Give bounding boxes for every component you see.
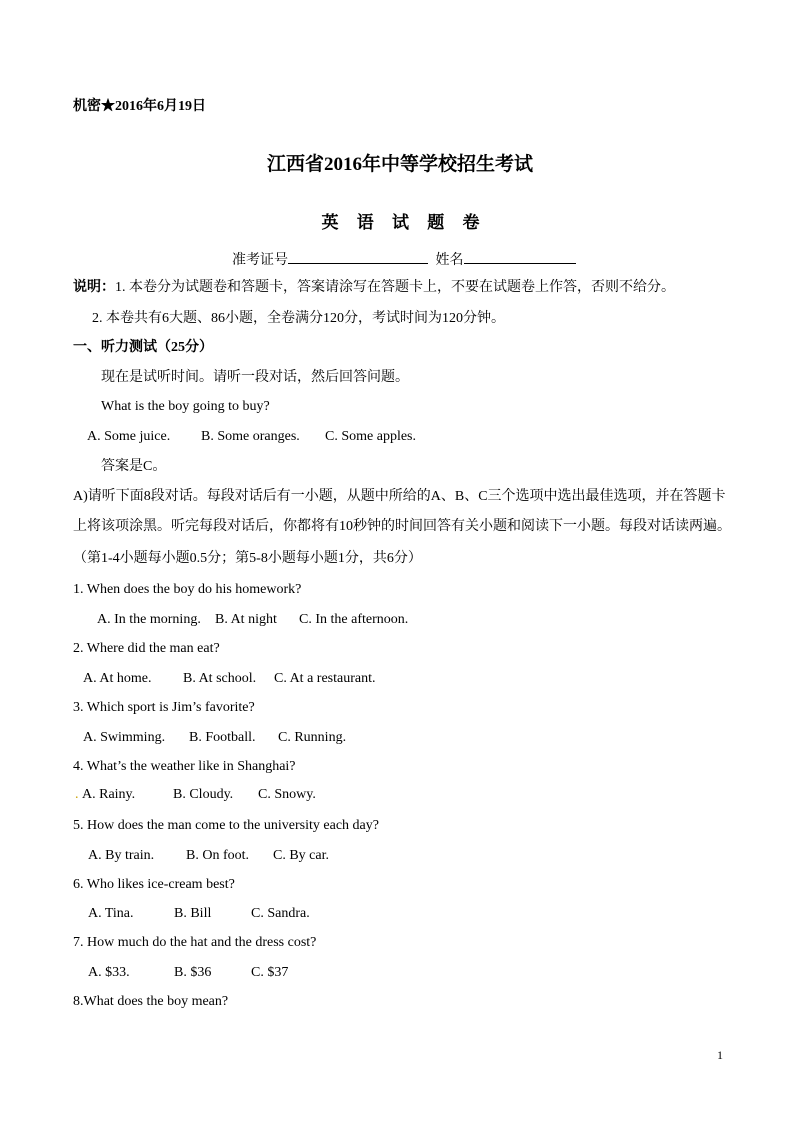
question-4: 4. What’s the weather like in Shanghai? bbox=[73, 759, 296, 774]
sample-intro: 现在是试听时间。请听一段对话，然后回答问题。 bbox=[101, 370, 409, 385]
sample-option-c: C. Some apples. bbox=[325, 429, 416, 444]
q6-option-b: B. Bill bbox=[174, 906, 212, 921]
sample-option-a: A. Some juice. bbox=[87, 429, 171, 444]
q1-option-b: B. At night bbox=[215, 612, 277, 627]
note-2: 2. 本卷共有6大题、86小题，全卷满分120分，考试时间为120分钟。 bbox=[92, 311, 505, 326]
paper-subtitle: 英 语 试 题 卷 bbox=[321, 213, 487, 232]
q1-option-c: C. In the afternoon. bbox=[299, 612, 409, 627]
name-label: 姓名 bbox=[435, 253, 464, 268]
q4-option-a: A. Rainy. bbox=[82, 787, 136, 802]
question-5-options bbox=[88, 847, 329, 865]
sample-options bbox=[87, 428, 416, 446]
candidate-info bbox=[232, 249, 576, 270]
exam-id-label: 准考证号 bbox=[232, 253, 288, 268]
name-blank bbox=[464, 249, 576, 264]
question-2-options bbox=[83, 670, 375, 688]
question-2: 2. Where did the man eat? bbox=[73, 641, 220, 656]
note-line-1 bbox=[73, 279, 675, 297]
question-3: 3. Which sport is Jim’s favorite? bbox=[73, 700, 255, 715]
question-7-options bbox=[88, 964, 288, 982]
question-5: 5. How does the man come to the university each day? bbox=[73, 818, 379, 833]
question-6: 6. Who likes ice-cream best? bbox=[73, 877, 235, 892]
question-6-options bbox=[88, 905, 310, 923]
q4-option-b: B. Cloudy. bbox=[173, 787, 234, 802]
q5-option-c: C. By car. bbox=[273, 848, 329, 863]
question-7: 7. How much do the hat and the dress cost? bbox=[73, 935, 317, 950]
question-4-options bbox=[75, 786, 316, 804]
exam-title: 江西省2016年中等学校招生考试 bbox=[266, 154, 533, 175]
question-3-options bbox=[83, 729, 346, 747]
q6-option-c: C. Sandra. bbox=[251, 906, 310, 921]
notes-label: 说明： bbox=[73, 280, 115, 295]
question-1-options bbox=[97, 611, 408, 629]
q4-marker: . bbox=[75, 787, 79, 802]
sample-option-b: B. Some oranges. bbox=[201, 429, 300, 444]
q7-option-b: B. $36 bbox=[174, 965, 212, 980]
confidential-date: 机密★2016年6月19日 bbox=[73, 99, 206, 114]
exam-id-blank bbox=[288, 249, 428, 264]
q3-option-b: B. Football. bbox=[189, 730, 256, 745]
q3-option-c: C. Running. bbox=[278, 730, 347, 745]
q1-option-a: A. In the morning. bbox=[97, 612, 201, 627]
q5-option-b: B. On foot. bbox=[186, 848, 249, 863]
sample-answer: 答案是C。 bbox=[101, 459, 167, 474]
sample-question: What is the boy going to buy? bbox=[101, 399, 270, 414]
q7-option-a: A. $33. bbox=[88, 965, 130, 980]
q2-option-a: A. At home. bbox=[83, 671, 152, 686]
section-1-heading: 一、听力测试（25分） bbox=[73, 340, 213, 355]
part-a-scoring: （第1-4小题每小题0.5分；第5-8小题每小题1分，共6分） bbox=[73, 551, 422, 566]
q2-option-c: C. At a restaurant. bbox=[274, 671, 376, 686]
q6-option-a: A. Tina. bbox=[88, 906, 134, 921]
q3-option-a: A. Swimming. bbox=[83, 730, 166, 745]
q4-option-c: C. Snowy. bbox=[258, 787, 316, 802]
question-1: 1. When does the boy do his homework? bbox=[73, 582, 302, 597]
page-number: 1 bbox=[717, 1048, 723, 1062]
q5-option-a: A. By train. bbox=[88, 848, 155, 863]
note-1: 1. 本卷分为试题卷和答题卡，答案请涂写在答题卡上，不要在试题卷上作答，否则不给分。 bbox=[115, 280, 675, 295]
part-a-instructions-2: 上将该项涂黑。听完每段对话后，你都将有10秒钟的时间回答有关小题和阅读下一小题。每段对话读两遍。 bbox=[73, 519, 731, 534]
question-8: 8.What does the boy mean? bbox=[73, 994, 229, 1009]
q2-option-b: B. At school. bbox=[183, 671, 257, 686]
part-a-instructions-1: A)请听下面8段对话。每段对话后有一小题，从题中所给的A、B、C三个选项中选出最佳选项，并在答题卡 bbox=[73, 489, 726, 504]
q7-option-c: C. $37 bbox=[251, 965, 289, 980]
